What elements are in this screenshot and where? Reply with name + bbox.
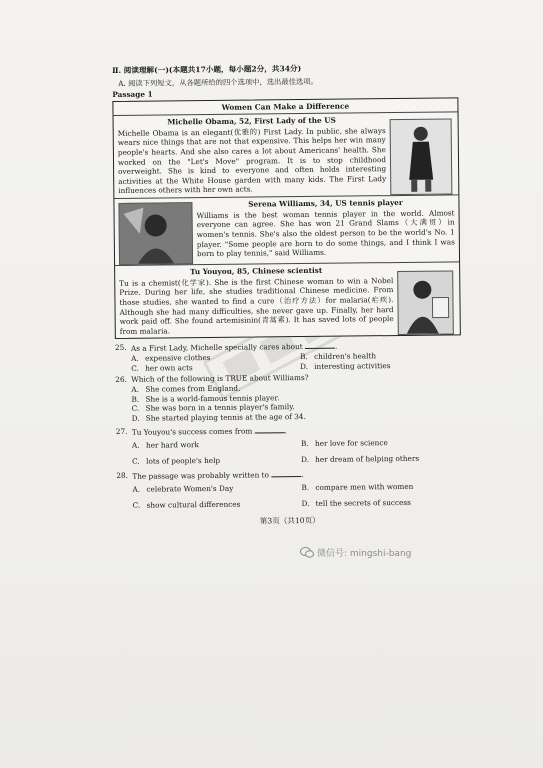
option-letter: C.	[132, 500, 141, 510]
passage-box	[112, 98, 460, 340]
question-stem: Tu Youyou's success comes from	[131, 426, 253, 438]
profile-heading: Michelle Obama, 52, First Lady of the US	[167, 115, 336, 127]
option-letter: D.	[131, 413, 140, 423]
option-letter: C.	[131, 403, 140, 413]
question-number: 25.	[114, 343, 127, 353]
answer-blank	[305, 341, 338, 352]
profile-michelle-obama	[114, 112, 459, 199]
question-number: 26.	[115, 375, 127, 385]
option-letter: B.	[300, 438, 309, 449]
answer-blank	[255, 426, 288, 436]
option-text: compare men with women	[315, 481, 414, 492]
option-text: her hard work	[145, 440, 199, 450]
passage-title: Women Can Make a Difference	[113, 99, 457, 116]
option-letter: C.	[131, 363, 139, 373]
answer-blank	[271, 469, 304, 480]
option-letter: A.	[131, 353, 139, 363]
option-text: show cultural differences	[146, 499, 241, 510]
exam-content	[112, 62, 463, 528]
stem-end: .	[284, 426, 288, 436]
section-instruction: A. 阅读下列短文，从各题所给的四个选项中，选出最佳选项。	[118, 76, 318, 88]
option-letter: D.	[300, 361, 309, 371]
option-letter: A.	[131, 384, 140, 394]
watermark-text: 微信号: mingshi-bang	[317, 549, 412, 559]
option-text: interesting activities	[314, 360, 391, 371]
section-title: Ⅱ. 阅读理解(一)(本题共17小题，每小题2分，共34分)	[112, 64, 302, 75]
option-c[interactable]	[131, 362, 292, 373]
option-a[interactable]	[132, 483, 293, 494]
option-letter: D.	[301, 498, 310, 508]
question-stem: Which of the following is TRUE about Williams?	[131, 373, 309, 385]
option-text: her dream of helping others	[315, 453, 420, 464]
williams-photo	[118, 202, 193, 265]
profile-heading: Tu Youyou, 85, Chinese scientist	[190, 265, 323, 277]
option-letter: D.	[301, 454, 310, 464]
option-b[interactable]	[301, 481, 462, 492]
tu-youyou-photo	[397, 270, 454, 335]
question-stem: The passage was probably written to	[132, 470, 269, 482]
option-d[interactable]	[302, 497, 463, 508]
question-number: 28.	[116, 471, 128, 481]
option-letter: B.	[131, 394, 140, 404]
obama-photo	[390, 118, 453, 195]
option-text: She was born in a tennis player's family.	[145, 402, 295, 413]
option-text: She started playing tennis at the age of 34.	[145, 411, 306, 423]
profile-text: Michelle Obama is an elegant(优雅的) First Lady. In public, she always wears nice things that are not that expensive. This helps her win many people's hearts. And she also cares a lot about Americans' health. She worked on the "Let's Move" program. It is to stop childhood overweight. She is kind to everyone and often holds interesting activities at the White House garden with many kids. The First Lady influences others with her own acts.	[117, 125, 387, 196]
question-27	[116, 424, 462, 466]
option-letter: A.	[132, 484, 141, 494]
option-c[interactable]	[133, 499, 294, 510]
question-28	[116, 468, 462, 510]
option-b[interactable]	[301, 437, 462, 448]
profile-text: Tu is a chemist(化学家). She is the first Chinese woman to win a Nobel Prize. During her life, she studies traditional Chinese medicine. From those studies, she wanted to find a cure（治疗方法）for malaria(疟疾). Although she had many difficulties, she never gave up. Finally, her hard work paid off. She found artemisinin(青蒿素). It has saved lots of people from malaria.	[119, 275, 394, 336]
wechat-watermark	[300, 546, 411, 559]
profile-serena-williams	[114, 195, 459, 266]
option-text: She is a world-famous tennis player.	[145, 392, 280, 404]
option-text: lots of people's help	[146, 455, 221, 466]
profile-heading: Serena Williams, 34, US tennis player	[248, 197, 403, 209]
question-26	[115, 372, 461, 424]
profile-text: Williams is the best woman tennis player in the world. Almost everyone can agree. She has won 21 Grand Slams（大满贯）in women's tennis. She's also the oldest person to be the world's No. 1 player. "Some people are born to do some things, and I think I was born to play tennis," said Williams.	[196, 208, 455, 259]
option-d[interactable]	[301, 453, 462, 464]
option-c[interactable]	[132, 455, 293, 466]
wechat-icon	[300, 547, 314, 558]
profile-tu-youyou	[115, 262, 460, 338]
option-text: celebrate Women's Day	[146, 483, 234, 494]
option-letter: B.	[300, 351, 308, 362]
option-letter: B.	[301, 482, 310, 492]
option-text: her love for science	[314, 438, 388, 448]
option-a[interactable]	[132, 439, 293, 450]
passage-label: Passage 1	[112, 89, 153, 99]
option-text: She comes from England.	[145, 383, 241, 394]
option-text: tell the secrets of success	[315, 497, 411, 508]
question-25	[115, 340, 461, 373]
question-stem: As a First Lady, Michelle specially cares about	[130, 342, 303, 354]
option-text: children's health	[314, 351, 377, 361]
option-text: expensive clothes	[145, 353, 211, 363]
option-letter: C.	[132, 456, 140, 466]
option-text: her own acts	[145, 362, 193, 373]
option-letter: A.	[131, 440, 140, 450]
option-d[interactable]	[132, 410, 462, 423]
stem-end: .	[334, 342, 338, 352]
page-footer: 第3页（共10页）	[259, 516, 320, 526]
stem-end: .	[301, 470, 304, 480]
option-d[interactable]	[300, 360, 461, 371]
question-number: 27.	[115, 427, 128, 437]
